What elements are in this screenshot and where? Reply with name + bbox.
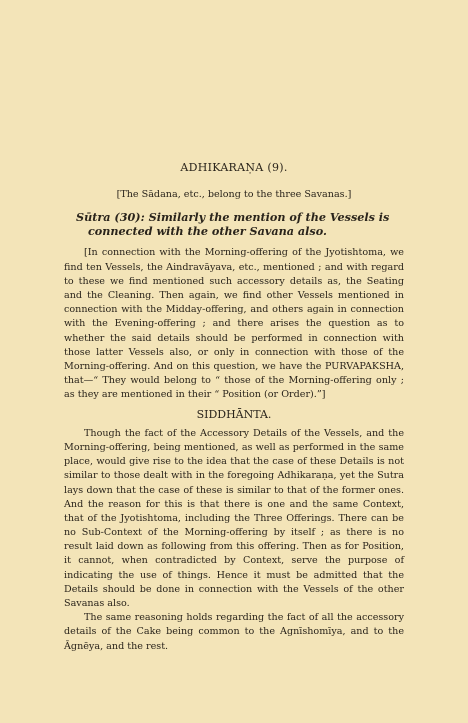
sutra-statement bbox=[64, 210, 404, 238]
sutra-text: Similarly the mention of the Vessels is connected with the other Savana also. bbox=[88, 210, 390, 239]
intro-paragraph: [In connection with the Morning-offering of the Jyotishtoma, we find ten Vessels, the Aindravāyava, etc., mentioned ; and with regard to these we find mentioned such accessory details as, the Seating and the Cleaning. Then again, we find other Vessels mentioned in connection with the Midday-offering, and others again in connection with the Evening-offering ; and there arises the question as to whether the said details should be performed in connection with those latter Vessels also, or only in connection with those of the Morning-offering. And on this question, we have the PURVAPAKSHA, that—“ They would belong to “ those of the Morning-offering only ; as they are mentioned in their “ Position (or Order).”] bbox=[64, 247, 404, 401]
siddhanta-heading: SIDDHĀNTA. bbox=[196, 407, 272, 421]
section-heading: ADHIKARAṆA (9). bbox=[180, 161, 288, 174]
section-subheading: [The Sādana, etc., belong to the three Savanas.] bbox=[116, 189, 352, 201]
body-paragraph-2: The same reasoning holds regarding the fact of all the accessory details of the Cake being common to the Agnīshomīya, and to the Āgnēya, and the rest. bbox=[64, 612, 404, 652]
sutra-label: Sūtra (30): bbox=[76, 210, 145, 225]
body-paragraph-1: Though the fact of the Accessory Details of the Vessels, and the Morning-offering, being mentioned, as well as performed in the same place, would give rise to the idea that the case of these Details is not similar to those dealt with in the foregoing Adhikaraṇa, yet the Sutra lays down that the case of these is similar to that of the former ones. And the reason for this is that there is one and the same Context, that of the Jyotishtoma, including the Three Offerings. There can be no Sub-Context of the Morning-offering by itself ; as there is no result laid down as following from this offering. Then as for Position, it cannot, when contradicted by Context, serve the purpose of indicating the use of things. Hence it must be admitted that the Details should be done in connection with the Vessels of the other Savanas also. bbox=[64, 427, 404, 610]
page-content bbox=[64, 160, 404, 654]
